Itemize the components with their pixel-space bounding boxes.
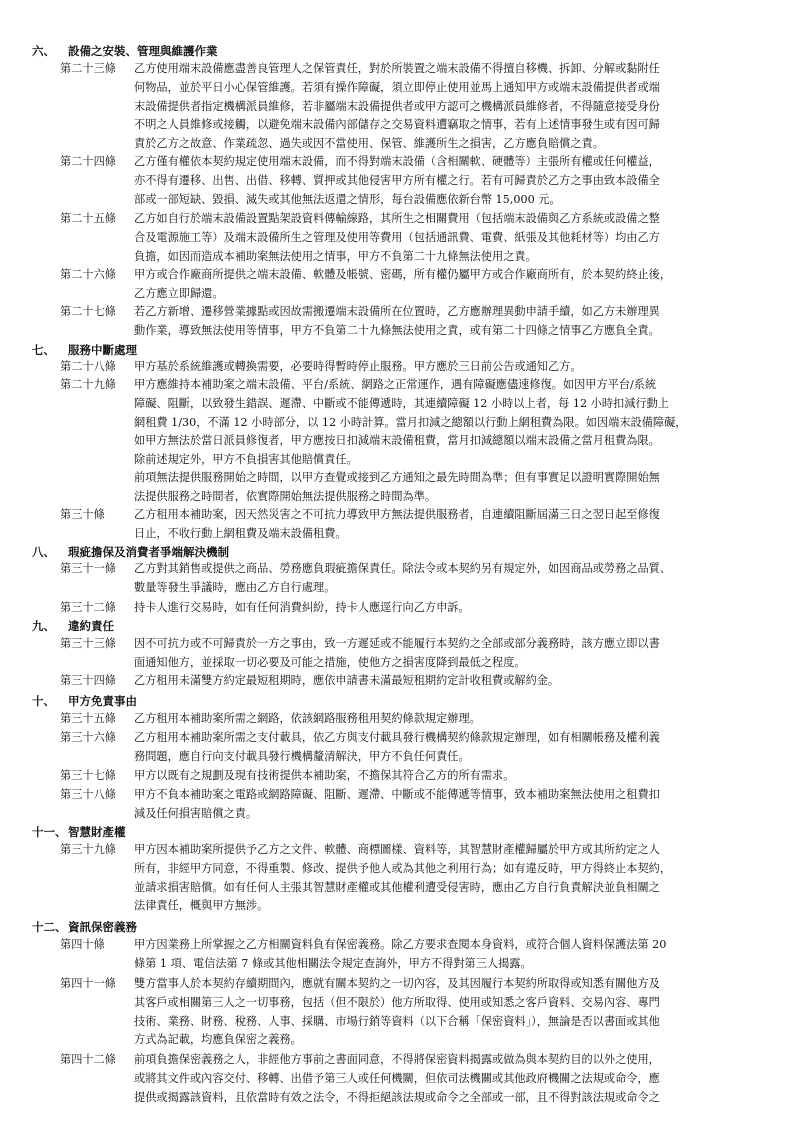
- section-heading-11: [32, 825, 126, 840]
- article-text: 甲方因業務上所掌握之乙方相關資料負有保密義務。除乙方要求查閱本身資料，或符合個人資料保護法第 20 條第 1 項、電信法第 7 條或其他相關法令規定查詢外，甲方不得對第三人揭露。: [134, 938, 667, 970]
- article-number: 第三十九條: [60, 843, 116, 856]
- section-title: 違約責任: [68, 619, 114, 633]
- section-number: 八、: [32, 545, 55, 559]
- article-number: 第二十七條: [60, 305, 116, 318]
- article-number: 第三十二條: [60, 601, 116, 614]
- article-29-paragraph-2: 前項無法提供服務開始之時間，以甲方查覺或接到乙方通知之最先時間為準；但有事實足以證明實際開始無 法提供服務之時間者，依實際開始無法提供服務之時間為準。: [134, 471, 660, 503]
- article-28: [60, 358, 772, 377]
- article-text: 甲方或合作廠商所提供之端末設備、軟體及帳號、密碼，所有權仍屬甲方或合作廠商所有，於本契約終止後， 乙方應立即歸還。: [134, 268, 672, 300]
- article-text: 持卡人進行交易時，如有任何消費糾紛，持卡人應逕行向乙方申訴。: [134, 601, 470, 614]
- article-36: [60, 729, 772, 767]
- article-35: [60, 710, 772, 729]
- article-42: [60, 1051, 772, 1107]
- section-number: 十二、: [32, 920, 67, 934]
- article-number: 第二十九條: [60, 378, 116, 391]
- section-heading-12: [32, 920, 137, 935]
- article-29: [60, 376, 772, 470]
- section-title: 智慧財產權: [68, 825, 126, 839]
- article-34: [60, 672, 772, 691]
- article-text: 若乙方新增、遷移營業據點或因故需搬遷端末設備所在位置時，乙方應辦理異動申請手續，如乙方未辦理異 動作業，導致無法使用等情事，甲方不負第二十九條無法使用之責，或有第二十四條之情事乙方應負全責。: [134, 305, 660, 337]
- section-number: 十一、: [32, 825, 67, 839]
- article-number: 第三十一條: [60, 562, 116, 575]
- article-text: 乙方租用本補助案所需之支付載具，依乙方與支付載具發行機構契約條款規定辦理，如有相關帳務及權利義 務問題，應自行向支付載具發行機構釐清解決，甲方不負任何責任。: [134, 731, 660, 763]
- article-text: 乙方租用未滿雙方約定最短租期時，應依申請書未滿最短租期約定計收租費或解約金。: [134, 674, 560, 687]
- section-title: 瑕疵擔保及消費者爭端解決機制: [68, 545, 229, 559]
- article-40: [60, 936, 772, 974]
- article-number: 第三十三條: [60, 637, 116, 650]
- section-number: 七、: [32, 343, 55, 357]
- section-title: 甲方免責事由: [68, 694, 137, 708]
- article-27: [60, 303, 772, 341]
- section-heading-10: [32, 694, 137, 709]
- section-heading-8: [32, 545, 229, 560]
- section-heading-6: [32, 44, 218, 59]
- article-number: 第四十一條: [60, 977, 116, 990]
- article-32: [60, 599, 772, 618]
- article-30: [60, 506, 772, 544]
- article-number: 第二十三條: [60, 62, 116, 75]
- section-number: 六、: [32, 44, 55, 58]
- article-number: 第三十七條: [60, 769, 116, 782]
- article-41: [60, 975, 772, 1050]
- article-number: 第三十六條: [60, 731, 116, 744]
- article-25: [60, 210, 772, 266]
- article-31: [60, 560, 772, 598]
- article-number: 第二十六條: [60, 268, 116, 281]
- article-number: 第三十四條: [60, 674, 116, 687]
- article-number: 第三十條: [60, 508, 105, 521]
- article-number: 第二十四條: [60, 155, 116, 168]
- section-title: 設備之安裝、管理與維護作業: [68, 44, 218, 58]
- article-text: 乙方對其銷售或提供之商品、勞務應負瑕疵擔保責任。除法令或本契約另有規定外，如因商品或勞務之品質、 數量等發生爭議時，應由乙方自行處理。: [134, 562, 672, 594]
- article-39: [60, 841, 772, 916]
- article-text: 甲方以既有之規劃及現有技術提供本補助案，不擔保其符合乙方的所有需求。: [134, 769, 515, 782]
- section-title: 資訊保密義務: [68, 920, 137, 934]
- section-heading-9: [32, 619, 114, 634]
- article-text: 乙方如自行於端末設備設置點架設資料傳輸線路，其所生之相關費用（包括端末設備與乙方系統或設備之整 合及電源施工等）及端末設備所生之管理及使用等費用（包括通訊費、電費、紙張及其他耗材等）均由乙方 負擔，如因而造成本補助案無法使用之情事，甲方不負第二十九條無法使用之責。: [134, 212, 660, 263]
- article-text: 甲方因本補助案所提供予乙方之文件、軟體、商標圖樣、資料等，其智慧財產權歸屬於甲方或其所約定之人 所有，非經甲方同意，不得重製、修改、提供予他人或為其他之利用行為；如有違反時，甲方得終止本契約， 並請求損害賠償。如有任何人主張其智慧財產權或其他權利遭受侵害時，應由乙方自行負責解決並負相關之 法律責任，概與甲方無涉。: [134, 843, 672, 913]
- section-title: 服務中斷處理: [68, 343, 137, 357]
- section-number: 九、: [32, 619, 55, 633]
- article-text: 因不可抗力或不可歸責於一方之事由，致一方遲延或不能履行本契約之全部或部分義務時，該方應立即以書 面通知他方，並採取一切必要及可能之措施，使他方之損害度降到最低之程度。: [134, 637, 660, 669]
- article-text: 乙方僅有權依本契約規定使用端末設備，而不得對端末設備（含相關軟、硬體等）主張所有權或任何權益， 亦不得有遷移、出售、出借、移轉、質押或其他侵害甲方所有權之行。若有可歸責於乙方之事由致本設備全 部或一部短缺、毀損、滅失或其他無法返還之情形，每台設備應依新台幣 15,000 元。: [134, 155, 660, 206]
- article-26: [60, 266, 772, 304]
- article-number: 第二十八條: [60, 360, 116, 373]
- article-37: [60, 767, 772, 786]
- article-text: 前項負擔保密義務之人，非經他方事前之書面同意，不得將保密資料揭露或做為與本契約目的以外之使用， 或將其文件或內容交付、移轉、出借予第三人或任何機關，但依司法機關或其他政府機關之法規或命令，應 提供或揭露該資料，且依當時有效之法令，不得拒絕該法規或命令之全部或一部，且不得對該法規或命令之: [134, 1053, 660, 1104]
- article-text: 甲方基於系統維護或轉換需要，必要時得暫時停止服務。甲方應於三日前公告或通知乙方。: [134, 360, 582, 373]
- article-number: 第三十五條: [60, 712, 116, 725]
- article-number: 第四十二條: [60, 1053, 116, 1066]
- article-text: 乙方租用本補助案，因天然災害之不可抗力導致甲方無法提供服務者，自連續阻斷屆滿三日之翌日起至修復 日止，不收行動上網租費及端末設備租費。: [134, 508, 660, 540]
- article-23: [60, 60, 772, 154]
- article-text: 甲方不負本補助案之電路或網路障礙、阻斷、遲滯、中斷或不能傳遞等情事，致本補助案無法使用之租費扣 減及任何損害賠償之責。: [134, 788, 660, 820]
- article-number: 第三十八條: [60, 788, 116, 801]
- article-38: [60, 786, 772, 824]
- article-24: [60, 153, 772, 209]
- article-text: 乙方租用本補助案所需之網路，依該網路服務租用契約條款規定辦理。: [134, 712, 481, 725]
- article-33: [60, 635, 772, 673]
- article-number: 第四十條: [60, 938, 105, 951]
- section-heading-7: [32, 343, 137, 358]
- article-text: 乙方使用端末設備應盡善良管理人之保管責任，對於所裝置之端末設備不得擅自移機、拆卸、分解或黏附任 何物品，並於平日小心保管維護。若須有操作障礙，須立即停止使用並馬上通知甲方或端末設備提供者或端 末設備提供者指定機構派員維修，若非屬端末設備提供者或甲方認可之機構派員維修者，不得隨意接受身份 不明之人員維修或接觸，以避免端末設備內部儲存之交易資料遭竊取之情事，若有上述情事發生或有因可歸 責於乙方之故意、作業疏忽、過失或因不當使用、保管、維護所生之損害，乙方應負賠償之責。: [134, 62, 660, 151]
- article-number: 第二十五條: [60, 212, 116, 225]
- article-text: 甲方應維持本補助案之端末設備、平台/系統、網路之正常運作，遇有障礙應儘速修復。如因甲方平台/系統 障礙、阻斷，以致發生錯誤、遲滯、中斷或不能傳遞時，其連續障礙 12 小時以上者，每 12 小時扣減行動上 網租費 1/30，不滿 12 小時部分，以 12 小時計算。當月扣減之總額以行動上網租費為限。如因端末設備障礙， 如甲方無法於當日派員修復者，甲方應按日扣減端末設備租費，當月扣減總額以端末設備之當月租費為限。 除前述規定外，甲方不負損害其他賠償責任。: [134, 378, 687, 467]
- article-text: 雙方當事人於本契約存續期間內，應就有關本契約之一切內容，及其因履行本契約所取得或知悉有關他方及 其客戶或相關第三人之一切事務，包括（但不限於）他方所取得、使用或知悉之客戶資料、交易內容、專門 技術、業務、財務、稅務、人事、採購、市場行銷等資料（以下合稱「保密資料」），無論是否以書面或其他 方式為記載，均應負保密之義務。: [134, 977, 660, 1047]
- section-number: 十、: [32, 694, 55, 708]
